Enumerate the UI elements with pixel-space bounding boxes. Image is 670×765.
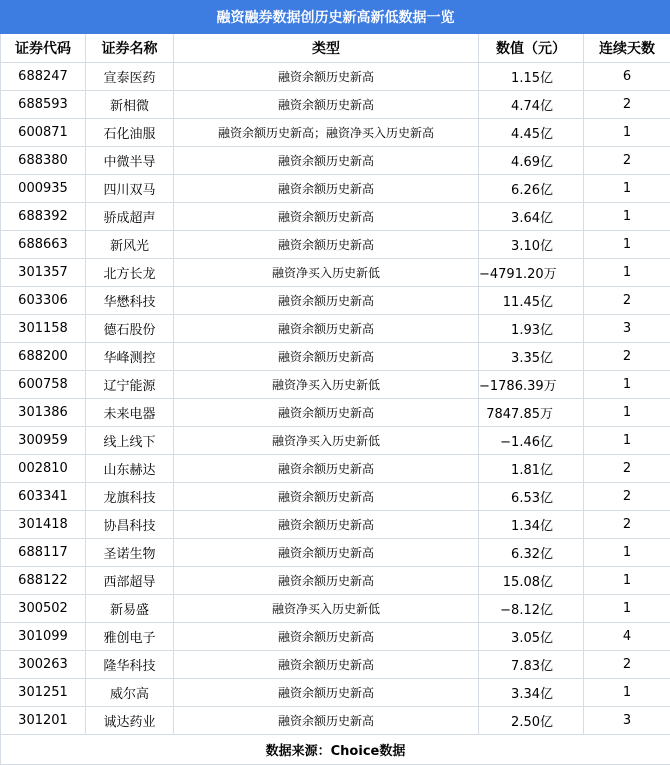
cell-value: 1.15亿	[479, 63, 584, 91]
cell-days: 2	[584, 91, 670, 119]
cell-code: 688663	[1, 231, 86, 259]
cell-value: −1786.39万	[479, 371, 584, 399]
cell-name: 德石股份	[86, 315, 174, 343]
header-days: 连续天数	[584, 34, 670, 63]
cell-type: 融资净买入历史新低	[174, 595, 479, 623]
cell-days: 6	[584, 63, 670, 91]
cell-name: 新易盛	[86, 595, 174, 623]
cell-days: 1	[584, 567, 670, 595]
table-row	[1, 259, 670, 287]
table-row	[1, 287, 670, 315]
cell-value: 3.10亿	[479, 231, 584, 259]
cell-name: 华峰测控	[86, 343, 174, 371]
cell-name: 未来电器	[86, 399, 174, 427]
cell-value: 6.32亿	[479, 539, 584, 567]
cell-name: 线上线下	[86, 427, 174, 455]
table-row	[1, 679, 670, 707]
cell-code: 600871	[1, 119, 86, 147]
cell-type: 融资余额历史新高	[174, 63, 479, 91]
table-row	[1, 343, 670, 371]
table-row	[1, 483, 670, 511]
cell-days: 2	[584, 651, 670, 679]
cell-type: 融资余额历史新高	[174, 399, 479, 427]
cell-type: 融资净买入历史新低	[174, 427, 479, 455]
cell-days: 1	[584, 231, 670, 259]
cell-value: −4791.20万	[479, 259, 584, 287]
header-code: 证券代码	[1, 34, 86, 63]
cell-days: 2	[584, 147, 670, 175]
table-title: 融资融券数据创历史新高新低数据一览	[1, 1, 670, 34]
cell-code: 002810	[1, 455, 86, 483]
cell-name: 石化油服	[86, 119, 174, 147]
cell-type: 融资余额历史新高	[174, 483, 479, 511]
data-source: 数据来源：Choice数据	[1, 735, 670, 765]
table-row	[1, 595, 670, 623]
cell-days: 2	[584, 455, 670, 483]
table-row	[1, 119, 670, 147]
cell-type: 融资余额历史新高	[174, 455, 479, 483]
cell-code: 300502	[1, 595, 86, 623]
cell-days: 1	[584, 427, 670, 455]
cell-days: 4	[584, 623, 670, 651]
cell-code: 301386	[1, 399, 86, 427]
cell-value: 1.81亿	[479, 455, 584, 483]
table-row	[1, 399, 670, 427]
cell-type: 融资余额历史新高	[174, 343, 479, 371]
cell-days: 1	[584, 539, 670, 567]
cell-name: 圣诺生物	[86, 539, 174, 567]
cell-type: 融资余额历史新高	[174, 91, 479, 119]
cell-days: 2	[584, 343, 670, 371]
cell-code: 688200	[1, 343, 86, 371]
cell-code: 301099	[1, 623, 86, 651]
table-row	[1, 175, 670, 203]
table-row	[1, 203, 670, 231]
cell-name: 新风光	[86, 231, 174, 259]
cell-code: 301251	[1, 679, 86, 707]
cell-value: 4.74亿	[479, 91, 584, 119]
cell-type: 融资余额历史新高	[174, 567, 479, 595]
cell-type: 融资余额历史新高；融资净买入历史新高	[174, 119, 479, 147]
table-row	[1, 147, 670, 175]
cell-days: 2	[584, 287, 670, 315]
cell-type: 融资余额历史新高	[174, 511, 479, 539]
table-row	[1, 651, 670, 679]
cell-days: 1	[584, 399, 670, 427]
cell-name: 中微半导	[86, 147, 174, 175]
cell-code: 603306	[1, 287, 86, 315]
table-row	[1, 539, 670, 567]
title-row	[1, 1, 670, 34]
cell-value: 4.69亿	[479, 147, 584, 175]
cell-name: 协昌科技	[86, 511, 174, 539]
table-row	[1, 567, 670, 595]
cell-code: 301201	[1, 707, 86, 735]
cell-name: 诚达药业	[86, 707, 174, 735]
cell-name: 骄成超声	[86, 203, 174, 231]
table-row	[1, 371, 670, 399]
cell-code: 603341	[1, 483, 86, 511]
cell-value: −8.12亿	[479, 595, 584, 623]
cell-value: 7847.85万	[479, 399, 584, 427]
cell-code: 688593	[1, 91, 86, 119]
cell-days: 3	[584, 707, 670, 735]
cell-type: 融资余额历史新高	[174, 231, 479, 259]
cell-value: 3.05亿	[479, 623, 584, 651]
header-type: 类型	[174, 34, 479, 63]
cell-value: 3.64亿	[479, 203, 584, 231]
cell-name: 山东赫达	[86, 455, 174, 483]
cell-days: 1	[584, 175, 670, 203]
cell-value: 11.45亿	[479, 287, 584, 315]
cell-name: 雅创电子	[86, 623, 174, 651]
cell-code: 688380	[1, 147, 86, 175]
cell-code: 300959	[1, 427, 86, 455]
cell-code: 688122	[1, 567, 86, 595]
cell-type: 融资净买入历史新低	[174, 259, 479, 287]
cell-code: 300263	[1, 651, 86, 679]
cell-value: 15.08亿	[479, 567, 584, 595]
cell-days: 1	[584, 203, 670, 231]
cell-name: 北方长龙	[86, 259, 174, 287]
cell-code: 301418	[1, 511, 86, 539]
cell-name: 辽宁能源	[86, 371, 174, 399]
table-row	[1, 623, 670, 651]
cell-type: 融资余额历史新高	[174, 539, 479, 567]
cell-code: 301357	[1, 259, 86, 287]
cell-type: 融资余额历史新高	[174, 679, 479, 707]
cell-name: 四川双马	[86, 175, 174, 203]
table-row	[1, 63, 670, 91]
cell-days: 2	[584, 511, 670, 539]
footer-row	[1, 735, 670, 765]
table-row	[1, 91, 670, 119]
table-row	[1, 427, 670, 455]
cell-days: 1	[584, 371, 670, 399]
cell-name: 西部超导	[86, 567, 174, 595]
cell-type: 融资余额历史新高	[174, 287, 479, 315]
cell-days: 3	[584, 315, 670, 343]
cell-value: 6.53亿	[479, 483, 584, 511]
cell-days: 2	[584, 483, 670, 511]
cell-days: 1	[584, 119, 670, 147]
cell-value: 4.45亿	[479, 119, 584, 147]
cell-code: 688392	[1, 203, 86, 231]
cell-name: 新相微	[86, 91, 174, 119]
cell-value: 6.26亿	[479, 175, 584, 203]
cell-name: 隆华科技	[86, 651, 174, 679]
cell-type: 融资余额历史新高	[174, 651, 479, 679]
cell-code: 301158	[1, 315, 86, 343]
cell-value: 3.34亿	[479, 679, 584, 707]
cell-type: 融资余额历史新高	[174, 707, 479, 735]
cell-value: −1.46亿	[479, 427, 584, 455]
cell-days: 1	[584, 259, 670, 287]
cell-name: 宣泰医药	[86, 63, 174, 91]
cell-code: 000935	[1, 175, 86, 203]
cell-value: 2.50亿	[479, 707, 584, 735]
table-row	[1, 455, 670, 483]
cell-type: 融资余额历史新高	[174, 315, 479, 343]
header-row	[1, 34, 670, 63]
cell-code: 688117	[1, 539, 86, 567]
cell-value: 7.83亿	[479, 651, 584, 679]
header-value: 数值（元）	[479, 34, 584, 63]
cell-type: 融资余额历史新高	[174, 147, 479, 175]
cell-value: 1.34亿	[479, 511, 584, 539]
table-row	[1, 315, 670, 343]
cell-type: 融资余额历史新高	[174, 175, 479, 203]
cell-type: 融资余额历史新高	[174, 623, 479, 651]
cell-name: 华懋科技	[86, 287, 174, 315]
cell-value: 1.93亿	[479, 315, 584, 343]
cell-code: 688247	[1, 63, 86, 91]
header-name: 证券名称	[86, 34, 174, 63]
cell-days: 1	[584, 595, 670, 623]
cell-name: 威尔高	[86, 679, 174, 707]
table-row	[1, 707, 670, 735]
cell-type: 融资净买入历史新低	[174, 371, 479, 399]
table-row	[1, 511, 670, 539]
cell-code: 600758	[1, 371, 86, 399]
cell-name: 龙旗科技	[86, 483, 174, 511]
table-row	[1, 231, 670, 259]
cell-type: 融资余额历史新高	[174, 203, 479, 231]
cell-days: 1	[584, 679, 670, 707]
cell-value: 3.35亿	[479, 343, 584, 371]
